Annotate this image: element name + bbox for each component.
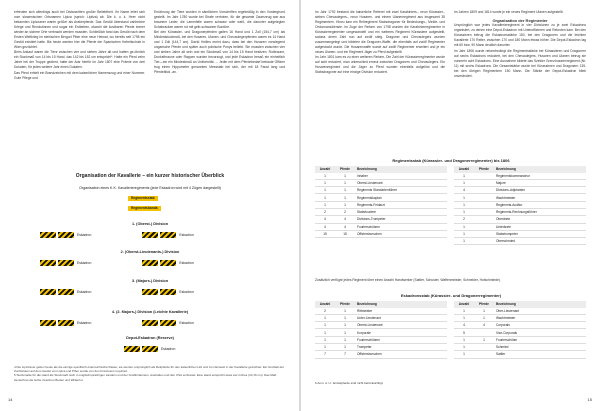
table-row <box>454 179 586 186</box>
cell-anzahl: 15 <box>315 230 335 237</box>
cell-pferde: 1 <box>335 314 355 321</box>
cell-anzahl: 4 <box>315 216 335 223</box>
cell-bezeichnung: Wachtmeister <box>494 314 586 321</box>
table-row <box>315 201 447 208</box>
eskadron-label: Eskadron <box>77 261 92 265</box>
eskadron-label: Eskadron <box>179 290 194 294</box>
cell-pferde: 1 <box>335 201 355 208</box>
cell-anzahl: 1 <box>454 230 474 237</box>
cell-pferde: 1 <box>335 329 355 336</box>
left-text-column-2 <box>154 10 285 76</box>
col-anzahl: Anzahl <box>454 166 474 173</box>
table1-right <box>454 166 586 245</box>
cell-pferde: 1 <box>335 336 355 343</box>
cell-bezeichnung: Wachtmeister <box>494 194 586 201</box>
platoon-flag-icon <box>40 320 56 326</box>
platoon-flag-icon <box>142 289 158 295</box>
table-row <box>315 314 447 321</box>
left-paragraph: Das Pferd erhielt ein Brandzeichen mit dem kaiserlichen Namenszug und einer Nummer. Gute Pflege und <box>14 70 145 80</box>
left-page <box>0 0 299 411</box>
table-row <box>454 351 586 358</box>
eskadron-label: Eskadron <box>77 290 92 294</box>
cell-bezeichnung: Regiments-Feldarzt <box>355 201 447 208</box>
right-text-column-1 <box>315 10 445 76</box>
table-row <box>454 201 586 208</box>
table-row <box>315 322 447 329</box>
cell-anzahl: 1 <box>315 322 335 329</box>
cell-bezeichnung: Majore <box>494 179 586 186</box>
table-row <box>315 351 447 358</box>
table-row <box>454 322 586 329</box>
division-2-row <box>40 260 197 266</box>
table-row <box>454 343 586 350</box>
eskadron-label: Eskadron <box>179 233 194 237</box>
right-page <box>301 0 600 411</box>
cell-pferde <box>474 351 494 358</box>
page-number: 14 <box>8 397 13 402</box>
table-row <box>315 187 447 194</box>
col-anzahl: Anzahl <box>315 166 335 173</box>
division-title: 3. (Majors-) Division <box>131 279 169 283</box>
cell-bezeichnung: Ober-Lieutenant <box>494 308 586 315</box>
platoon-flag-icon <box>160 260 176 266</box>
table-row <box>315 329 447 336</box>
division-title: 1. (Oberst-) Division <box>131 222 169 226</box>
cell-bezeichnung: Regiments-Auditor <box>494 201 586 208</box>
cell-bezeichnung: Unter-Lieutenant <box>355 314 447 321</box>
cell-pferde <box>474 230 494 237</box>
cell-anzahl: 2 <box>454 216 474 223</box>
cell-pferde <box>474 179 494 186</box>
col-bezeichnung: Bezeichnung <box>355 166 447 173</box>
cell-pferde: 1 <box>335 308 355 315</box>
platoon-flag-icon <box>142 232 158 238</box>
cell-pferde: 4 <box>335 216 355 223</box>
left-paragraph: Ernährung der Tiere wurden in sämtlichen Vorschriften regelmäßig in den Vordergrund gestellt. Im Jahr 1780 wurde bei Strafe verboten, für die gesamte Zaumzeug war aus braunem Leder; die Lammfelle waren schwarz oder weiß, die darunter aufgelegten Schabracken waren rot mit gelb-schwarzer Bordüre. <box>154 10 285 29</box>
cell-pferde: 4 <box>335 223 355 230</box>
table2-title: Eskadronsstab (Kürassier- und Dragonerregimenter) <box>400 293 502 298</box>
cell-anzahl: 4 <box>454 322 474 329</box>
table-row <box>315 336 447 343</box>
col-bezeichnung: Bezeichnung <box>355 301 447 308</box>
table-row <box>454 230 586 237</box>
cell-anzahl: 7 <box>315 351 335 358</box>
platoon-flag-icon <box>58 289 74 295</box>
section-heading: Organisation der Regimenter <box>492 18 548 23</box>
cell-bezeichnung: Regimentskommandeur <box>494 173 586 180</box>
table-row <box>315 173 447 180</box>
cell-anzahl: 1 <box>454 314 474 321</box>
cell-pferde: 1 <box>474 308 494 315</box>
left-footnotes <box>14 365 286 382</box>
cell-pferde: 1 <box>474 314 494 321</box>
cell-pferde <box>474 201 494 208</box>
left-paragraph: Beim Ankauf waren die Tiere zwischen vier und sieben Jahre alt und hatten ge-öhnlich ein Stockmaß von 14 bis 15 Hand, das 142 bis 152 cm entspricht*. Hatte ein Pferd zehn Jahre bei der Truppe gedient, hatte der Arar hierfür im Jahr 1807 eine Prämie von drei Dukaten, für jedes weitere Jahr einen Dukaten. <box>14 50 145 70</box>
cell-bezeichnung: Korporale <box>355 329 447 336</box>
cell-pferde <box>474 216 494 223</box>
cell-pferde: 1 <box>335 173 355 180</box>
table-row <box>454 216 586 223</box>
regimentsbanda-label: Regimentsbanda <box>128 206 161 211</box>
legend-regimentsstab <box>128 196 158 201</box>
cell-pferde: 2 <box>335 208 355 215</box>
table-row <box>454 329 586 336</box>
cell-anzahl: 1 <box>315 194 335 201</box>
table2-left <box>315 301 447 359</box>
table1-left <box>315 166 447 238</box>
table-row <box>454 208 586 215</box>
cell-anzahl: 2 <box>315 208 335 215</box>
cell-anzahl: 1 <box>315 336 335 343</box>
cell-bezeichnung: Offiziersburschen <box>355 230 447 237</box>
cell-pferde <box>474 343 494 350</box>
cell-anzahl: 1 <box>454 351 474 358</box>
cell-pferde <box>474 187 494 194</box>
table-row <box>454 336 586 343</box>
cell-bezeichnung: Rittmeister <box>355 308 447 315</box>
table-row <box>315 208 447 215</box>
cell-anzahl: 1 <box>454 343 474 350</box>
right-footnote: 6 Anm. d. U.: Einzelpferde sind nicht berücksichtigt. <box>315 381 384 385</box>
platoon-flag-icon <box>58 320 74 326</box>
division-title: 2. (Oberst-Lieutenants-) Division <box>120 250 180 254</box>
footnote: 4 Die Lipizzaner gelten heute als die einzige spezifisch österreichische Rasse; sie wurden ursprünglich als Reitpferde für den kaiserlichen Hof und zum Einsatz in der Kavallerie gezüchtet. Ein Großteil der Zuchtstuten auf dem Gestüt von Lipica und Piber wurde von den Franzosen requiriert. <box>14 365 284 374</box>
right-paragraph: Im Jahren 1809 und 1814 wurde je ein neues Regiment Ulanen aufgestellt. <box>454 10 564 14</box>
organisation-title: Organisation der Kavallerie – ein kurzer historischer Überblick <box>75 173 225 179</box>
cell-anzahl: 1 <box>454 173 474 180</box>
platoon-flag-icon <box>40 289 56 295</box>
cell-pferde: 1 <box>335 322 355 329</box>
col-anzahl: Anzahl <box>454 301 474 308</box>
cell-bezeichnung: Stabsfouriere <box>355 208 447 215</box>
depot-title: Depot-Eskadron (Reserve) <box>126 336 174 340</box>
eskadron-label: Eskadron <box>179 321 194 325</box>
division-4-row <box>40 320 197 326</box>
cell-bezeichnung: Oberst-Lieutenant <box>355 322 447 329</box>
col-pferde: Pferde <box>335 301 355 308</box>
col-bezeichnung: Bezeichnung <box>494 166 586 173</box>
platoon-flag-icon <box>142 320 158 326</box>
cell-bezeichnung: Inhaber <box>355 173 447 180</box>
cell-bezeichnung: Oberst-Lieutenant <box>355 179 447 186</box>
col-anzahl: Anzahl <box>315 301 335 308</box>
cell-bezeichnung: Oberärzte <box>494 216 586 223</box>
platoon-flag-icon <box>40 260 56 266</box>
mid-note: Zusätzlich verfügte jedes Regiment über einen Anzahl Handwerker (Sattler, Schuster, Waffenmeister, Schneider, Hufschmiede). <box>315 278 501 282</box>
eskadron-label: Eskadron <box>179 261 194 265</box>
cell-bezeichnung: Regimentskaplan <box>355 194 447 201</box>
cell-bezeichnung: Regiments-Rechnungsführer <box>494 208 586 215</box>
table-row <box>454 173 586 180</box>
platoon-flag-icon <box>142 260 158 266</box>
cell-anzahl: 4 <box>315 223 335 230</box>
cell-anzahl: 1 <box>454 194 474 201</box>
cell-pferde: 1 <box>335 187 355 194</box>
cell-pferde <box>474 208 494 215</box>
right-paragraph: Im Jahr 1806 wurde reformbedingt die Regimentsstärke bei Kürassieren und Dragonern auf sechs Eskadrons reduziert, bei den Chevaulegers, Husaren und Ulanen betrug sie nunmehr acht Eskadrons. Eine Ausnahme bildete das Szekler Grenzhusarenregiment (Nr. 11) mit sechs Eskadrons. Die Gesamtstärke wurde bei Kürassieren und Dragonern 135, bei den übrigen Regimentern 150 Mann. Die Stärke der Depot-Eskadron blieb unverändert. <box>454 48 586 78</box>
table2-right <box>454 301 586 359</box>
cell-anzahl: 1 <box>454 238 474 245</box>
cell-anzahl: 1 <box>315 201 335 208</box>
cell-bezeichnung: Sattler <box>494 351 586 358</box>
cell-pferde: 15 <box>335 230 355 237</box>
platoon-flag-icon <box>58 260 74 266</box>
cell-bezeichnung: Fourierschütze <box>494 336 586 343</box>
platoon-flag-icon <box>58 232 74 238</box>
cell-bezeichnung: Fourierschützen <box>355 223 447 230</box>
cell-bezeichnung: Vice-Corporals <box>494 329 586 336</box>
table1-title: Regimentsstab (Kürassier- und Dragonerregimenter) bis 1806 <box>392 158 510 163</box>
legend-regimentsbanda <box>128 206 161 211</box>
cell-anzahl: 1 <box>315 329 335 336</box>
cell-pferde: 4 <box>474 322 494 329</box>
left-paragraph: erfreuten sich allerdings auch bei Distanzritten großer Beliebtheit. Ihr Name leitet sich vom slowenischen Ortsnamen Lipica (sprich: Lipitza) ab. Die k. u. k. Heer nicht bekannten Lipizzaner waren größer als Araberpferde. Das Gestüt überstand zahlreiche Kriege und Revolutionen und sogar ein Erdbeben, obwohl die kostbaren Pferde immer wieder an sichere Orte verbracht werden mussten. Schließlich fand das Gestüt nach dem Ersten Weltkrieg im steirischen Bergort Piber eine neue Heimat, wo bereits seit 1798 ein Gestüt existiert hatte. Bis heute werden hier die Pferde der Spanischen Hofreitschule in Wien gezüchtet. <box>14 10 145 49</box>
cell-bezeichnung: Regiments Standartenführer <box>355 187 447 194</box>
platoon-flag-icon <box>142 346 158 352</box>
cell-anzahl: 1 <box>454 223 474 230</box>
division-3-row <box>40 289 197 295</box>
col-pferde: Pferde <box>474 166 494 173</box>
eskadron-label: Eskadron <box>77 233 92 237</box>
col-pferde: Pferde <box>335 166 355 173</box>
cell-anzahl: 1 <box>315 314 335 321</box>
platoon-flag-icon <box>160 232 176 238</box>
cell-anzahl: 1 <box>454 208 474 215</box>
cell-bezeichnung: Stabstrompeter <box>494 230 586 237</box>
left-text-column-1 <box>14 10 145 81</box>
organisation-subtitle: Organisation eines K.K. Kavallerieregiments (jede Eskadron wird mit 4 Zügen dargestellt) <box>79 186 221 190</box>
footnote: 5 Stockmaße für die Hand als Stockmaß noch in englischsprachigen Ländern und der Großbritannien, Australien und den USA verbreitet. Eine Hand entspricht etwa vier Inches (10,16 cm). Das Maß bezeichnet die Höhe zwischen Boden und Widerrist. <box>14 373 277 382</box>
division-title: 4. (2. Majors-) Division (Leichte Kavallerie) <box>111 310 189 314</box>
cell-anzahl: 5 <box>454 329 474 336</box>
table-row <box>454 314 586 321</box>
table-row <box>454 187 586 194</box>
left-paragraph: Bei den Kürassier- und Dragonerpferden galten 16 Hand und 1 Zoll (154,7 cm) als Mindeststockmaß, bei den Husaren, Ulanen- und Chevaulegerpferden waren es 14 Hand und 1 Zoll (144,7 cm). David Hollins meint dazu, dass bei den Husaren vorwiegend ungarische Pferde und später auch polnische Ponys beliebt. Sie mussten zwischen vier und sieben Jahre alt sein und ein Stockmaß von 14 bis 15 Hand besitzen. Rotbraune, Dunkelbraune oder Rappen wurden bevorzugt, und jede Eskadron besaß ein einheitlich Tier—ein ein Mindestmaß an Uniformität. ... Jeder mit dem Pferdebedarf betraute Offizier trug einen Hippometer genannten Messstab bei sich, der mit 18 Faust lang und Pferdeblick -an. <box>154 30 285 75</box>
right-paragraph: Im Jahr 1792 bestand die kaiserliche Reiterei mit zwei Karabiniers-, neun Kürassier-, sieben Chevaulegers-, neun Husaren- und einem Ulanenregiment aus insgesamt 35 Regimentern. Hinzu kam ein Reitregiment Stabsdragoner für Bedeckungs-, Melde- und Ordonnanzdienste. Im Zuge der Reform von 1798 wurden die Karabinierregimenter in Kürassierregimenter umgewandelt und ein weiteres Regiment Kürassiere aufgestellt, sodass deren Zahl nun auf zwölf stieg. Dragoner und Chevaulegers wurden zusammengelegt und bildeten die Dragoner-Waffe, die ebenfalls auf zwölf Regimenter aufgestockt wurde. Die Husarenwaffe wurde auf zwölf Regimenter erweitert und je ein neues Ulanen- und ein Regiment Jäger zu Pferd aufgestellt. <box>315 10 445 54</box>
table-row <box>315 308 447 315</box>
col-bezeichnung: Bezeichnung <box>494 301 586 308</box>
cell-anzahl: 4 <box>454 187 474 194</box>
cell-anzahl: 1 <box>454 308 474 315</box>
cell-bezeichnung: Oberschmied <box>494 238 586 245</box>
cell-pferde: 1 <box>335 343 355 350</box>
cell-anzahl: 1 <box>315 173 335 180</box>
depot-row <box>124 346 178 352</box>
table-row <box>454 194 586 201</box>
platoon-flag-icon <box>40 232 56 238</box>
table-row <box>454 308 586 315</box>
cell-pferde <box>474 173 494 180</box>
cell-bezeichnung: Schmied <box>494 343 586 350</box>
right-text-column-2 <box>454 10 586 79</box>
cell-bezeichnung: Fourierschützen <box>355 336 447 343</box>
cell-bezeichnung: Divisions-Adjutanten <box>494 187 586 194</box>
platoon-flag-icon <box>160 289 176 295</box>
platoon-flag-icon <box>124 346 140 352</box>
eskadron-label: Eskadron <box>77 321 92 325</box>
page-number: 15 <box>587 397 592 402</box>
table-row <box>315 179 447 186</box>
right-paragraph: Im Jahr 1801 kam es zu einer weiteren Reform. Die Zahl der Kürassierregimenter wurde auf acht reduziert, man unterschied erneut zwischen Dragonern und Chevaulegers. Ein Husarenregiment und die Jäger zu Pferd wurden ebenfalls aufgelöst und die Stabsdragoner auf eine einzige Division reduziert. <box>315 55 445 75</box>
cell-anzahl: 1 <box>315 187 335 194</box>
regimentsstab-label: Regimentsstab <box>128 196 158 201</box>
table-row <box>315 230 447 237</box>
cell-bezeichnung: Unterärzte <box>494 223 586 230</box>
cell-bezeichnung: Trompeter <box>355 343 447 350</box>
cell-pferde: 1 <box>335 179 355 186</box>
cell-anzahl: 1 <box>454 179 474 186</box>
table-row <box>454 223 586 230</box>
cell-anzahl: 1 <box>315 179 335 186</box>
cell-anzahl: 1 <box>454 201 474 208</box>
col-pferde: Pferde <box>474 301 494 308</box>
cell-bezeichnung: Corporals <box>494 322 586 329</box>
eskadron-label: Eskadron <box>161 347 176 351</box>
cell-pferde <box>474 329 494 336</box>
table-row <box>315 223 447 230</box>
cell-pferde: 7 <box>335 351 355 358</box>
cell-anzahl: 1 <box>315 343 335 350</box>
division-1-row <box>40 232 197 238</box>
cell-pferde <box>474 223 494 230</box>
platoon-flag-icon <box>160 320 176 326</box>
cell-bezeichnung: Divisions-Trompeter <box>355 216 447 223</box>
cell-pferde <box>474 238 494 245</box>
table-row <box>315 343 447 350</box>
right-paragraph: Ursprünglich war jedes Kavallerieregiment in vier Divisionen zu je zwei Eskadrons organisiert, zu denen eine Depot-Eskadron mit Unteroffizieren und Rekruten kam. Bei den Kürassieren betrug die Eskadronsstärke 150, bei den Dragonern und die leichten Kavallerie 170 Reiter, zwischen 170 und 180 Mann etwas höher. Die Depot-Eskadron lag mit 60 bzw. 90 Mann deutlich darunter. <box>454 23 586 48</box>
cell-pferde: 1 <box>474 336 494 343</box>
cell-anzahl: 1 <box>454 336 474 343</box>
cell-pferde <box>474 194 494 201</box>
cell-bezeichnung: Offiziersburschen <box>355 351 447 358</box>
table-row <box>315 194 447 201</box>
table-row <box>454 238 586 245</box>
cell-anzahl: 2 <box>315 308 335 315</box>
table-row <box>315 216 447 223</box>
cell-pferde: 1 <box>335 194 355 201</box>
